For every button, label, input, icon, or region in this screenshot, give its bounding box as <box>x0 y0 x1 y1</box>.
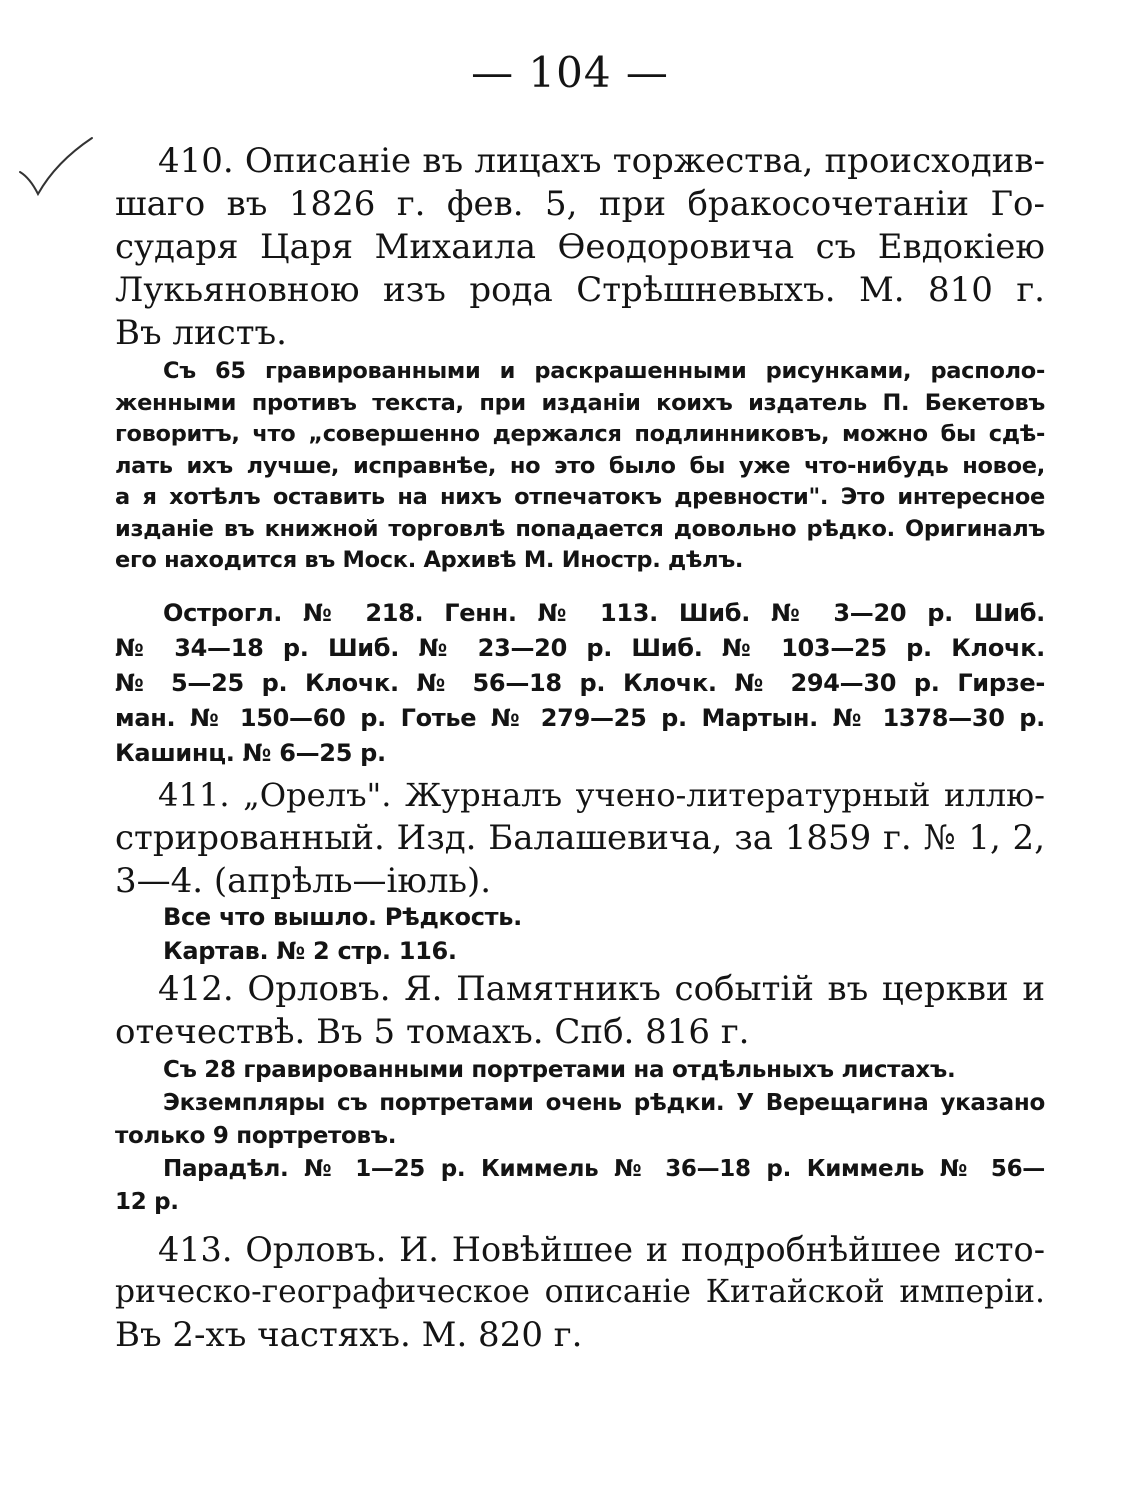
note-line: № 5—25 р. Клочк. № 56—18 р. Клочк. № 294—30 р. Гирзе- <box>115 669 1045 697</box>
entry-410 <box>115 140 1045 355</box>
note-line: его находится въ Моск. Архивѣ М. Иностр. дѣлъ. <box>115 547 744 573</box>
note-line: Экземпляры съ портретами очень рѣдки. У Верещагина указано <box>163 1090 1045 1116</box>
entry-411-notes <box>115 900 1045 968</box>
entry-line: отечествѣ. Въ 5 томахъ. Спб. 816 г. <box>115 1012 750 1052</box>
page-number: — 104 — <box>471 48 669 97</box>
entry-411 <box>115 774 1045 903</box>
entry-412 <box>115 968 1045 1054</box>
entry-line: стрированный. Изд. Балашевича, за 1859 г. № 1, 2, <box>115 818 1045 858</box>
entry-line: 413. Орловъ. И. Новѣйшее и подробнѣйшее исто- <box>158 1230 1045 1269</box>
note-line: Парадѣл. № 1—25 р. Киммель № 36—18 р. Киммель № 56— <box>163 1156 1045 1182</box>
note-line: Все что вышло. Рѣдкость. <box>163 903 522 931</box>
entry-line: рическо-географическое описаніе Китайской имперіи. <box>115 1274 1045 1310</box>
entry-line: 411. „Орелъ". Журналъ учено-литературный иллю- <box>158 776 1045 814</box>
note-line: № 34—18 р. Шиб. № 23—20 р. Шиб. № 103—25 р. Клочк. <box>115 634 1045 662</box>
note-line: Кашинц. № 6—25 р. <box>115 739 386 767</box>
note-line: женными противъ текста, при изданіи коихъ издатель П. Бекетовъ <box>115 389 1045 416</box>
note-line: а я хотѣлъ оставить на нихъ отпечатокъ древности". Это интересное <box>115 484 1045 510</box>
checkmark-icon <box>16 132 96 202</box>
entry-410-note-illustrations <box>115 356 1045 577</box>
note-line: 12 р. <box>115 1189 179 1215</box>
entry-line: Лукьяновною изъ рода Стрѣшневыхъ. М. 810 г. <box>115 270 1045 310</box>
note-line: говоритъ, что „совершенно держался подлинниковъ, можно бы сдѣ- <box>115 421 1045 447</box>
entry-line: шаго въ 1826 г. фев. 5, при бракосочетаніи Го- <box>115 184 1045 224</box>
note-line: Съ 28 гравированными портретами на отдѣльныхъ листахъ. <box>163 1057 956 1083</box>
entry-line: 3—4. (апрѣль—іюль). <box>115 861 492 901</box>
entry-line: Въ листъ. <box>115 313 287 353</box>
note-line: ман. № 150—60 р. Готье № 279—25 р. Мартын. № 1378—30 р. <box>115 704 1045 732</box>
note-line: Съ 65 гравированными и раскрашенными рисунками, располо- <box>163 358 1045 384</box>
entry-410-note-prices <box>115 596 1045 771</box>
note-line: только 9 портретовъ. <box>115 1123 397 1149</box>
note-line: лать ихъ лучше, исправнѣе, но это было бы уже что-нибудь новое, <box>115 452 1045 479</box>
note-line: Острогл. № 218. Генн. № 113. Шиб. № 3—20 р. Шиб. <box>163 599 1045 627</box>
entry-line: Въ 2-хъ частяхъ. М. 820 г. <box>115 1315 583 1355</box>
note-line: Картав. № 2 стр. 116. <box>163 937 457 965</box>
note-line: изданіе въ книжной торговлѣ попадается довольно рѣдко. Оригиналъ <box>115 515 1045 542</box>
entry-413 <box>115 1228 1045 1357</box>
entry-412-notes <box>115 1054 1045 1219</box>
entry-line: сударя Царя Михаила Өеодоровича съ Евдокіею <box>115 227 1045 267</box>
entry-line: 412. Орловъ. Я. Памятникъ событій въ церкви и <box>158 969 1045 1009</box>
entry-line: 410. Описаніе въ лицахъ торжества, происходив- <box>158 141 1045 181</box>
